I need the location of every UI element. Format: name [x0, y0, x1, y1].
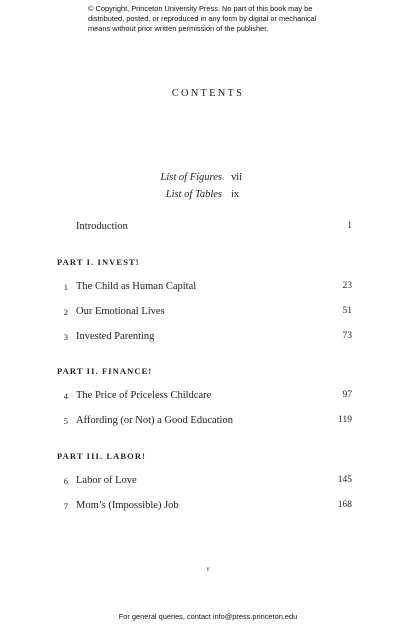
part-heading: PART I. INVEST! — [57, 257, 140, 267]
toc-chapter — [0, 475, 416, 489]
footer-contact: For general queries, contact info@press.princeton.edu — [118, 612, 298, 621]
toc-chapter — [0, 306, 416, 320]
copyright-notice — [88, 4, 348, 34]
part-heading: PART II. FINANCE! — [57, 366, 153, 376]
page-folio: v — [206, 565, 210, 573]
toc-introduction — [0, 221, 416, 235]
toc-entry-page: 1 — [347, 221, 352, 231]
toc-entry-page: 145 — [337, 475, 352, 485]
toc-chapter-number: 6 — [63, 476, 68, 486]
toc-chapter — [0, 390, 416, 404]
toc-chapter-number: 3 — [63, 332, 68, 342]
toc-entry-page: 51 — [342, 306, 352, 316]
toc-front-item — [0, 172, 416, 186]
toc-entry-page: 23 — [342, 281, 352, 291]
part-heading: PART III. LABOR! — [57, 451, 147, 461]
toc-chapter — [0, 281, 416, 295]
toc-entry-page: 97 — [342, 390, 352, 400]
toc-front-title: List of Tables — [165, 189, 222, 200]
toc-entry-title: Introduction — [76, 221, 128, 232]
toc-entry-title: Labor of Love — [76, 475, 137, 486]
toc-front-title: List of Figures — [160, 172, 222, 183]
toc-entry-title: The Child as Human Capital — [76, 281, 197, 292]
toc-entry-title: Mom’s (Impossible) Job — [76, 500, 179, 511]
toc-front-page: ix — [231, 189, 240, 200]
toc-entry-title: Our Emotional Lives — [76, 306, 165, 317]
contents-heading: CONTENTS — [171, 88, 245, 99]
toc-chapter-number: 4 — [63, 391, 68, 401]
toc-entry-title: Invested Parenting — [76, 331, 155, 342]
toc-chapter-number: 1 — [63, 282, 68, 292]
toc-chapter-number: 7 — [63, 501, 68, 511]
copyright-line: © Copyright, Princeton University Press. No part of this book may be — [88, 4, 313, 13]
toc-entry-title: Affording (or Not) a Good Education — [76, 415, 233, 426]
copyright-line: means without prior written permission of the publisher. — [88, 24, 269, 33]
copyright-line: distributed, posted, or reproduced in any form by digital or mechanical — [88, 14, 317, 23]
toc-chapter — [0, 331, 416, 345]
toc-entry-page: 73 — [342, 331, 352, 341]
toc-front-page: vii — [231, 172, 243, 183]
toc-chapter-number: 2 — [63, 307, 68, 317]
toc-chapter — [0, 415, 416, 429]
toc-front-item — [0, 189, 416, 203]
toc-chapter — [0, 500, 416, 514]
toc-entry-title: The Price of Priceless Childcare — [76, 390, 212, 401]
toc-entry-page: 168 — [337, 500, 352, 510]
toc-chapter-number: 5 — [63, 416, 68, 426]
toc-entry-page: 119 — [338, 415, 352, 425]
